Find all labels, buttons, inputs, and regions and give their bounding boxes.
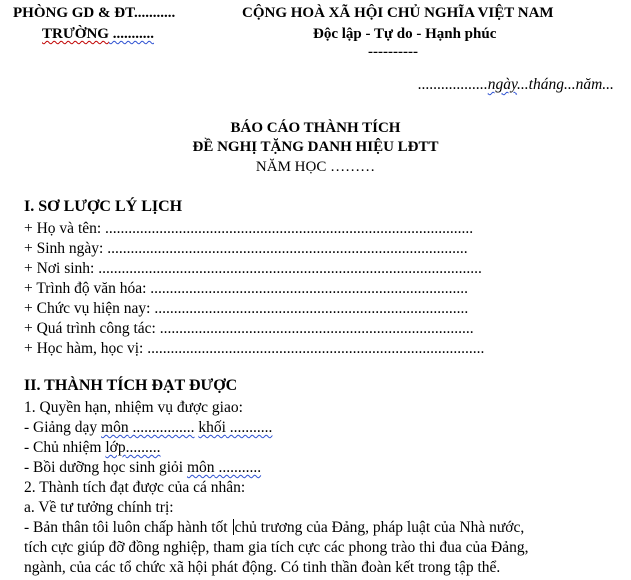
date-day: ngày: [487, 76, 518, 93]
duty-gifted-training: [24, 459, 261, 477]
political-ideology-heading: a. Về tư tưởng chính trị:: [24, 499, 174, 516]
paragraph-line-1[interactable]: [24, 519, 524, 537]
profile-work-history: + Quá trình công tác: .................................................................................: [24, 320, 474, 337]
duties-heading: 1. Quyền hạn, nhiệm vụ được giao:: [24, 399, 243, 416]
paragraph-line-3[interactable]: ngành, của các tổ chức xã hội phát động. Có tinh thần đoàn kết trong tập thể.: [24, 559, 501, 576]
date-prefix: ..................: [418, 76, 488, 93]
duty-teaching-grade-dots: ...........: [225, 419, 273, 436]
duty-gifted-prefix: - Bồi dưỡng học sinh giỏi: [24, 459, 187, 476]
duty-homeroom-class: lớp: [105, 439, 126, 456]
paragraph-line-1a: - Bản thân tôi luôn chấp hành tốt: [24, 519, 232, 536]
report-subtitle: ĐỀ NGHỊ TẶNG DANH HIỆU LĐTT: [192, 139, 439, 155]
duty-teaching-subject-dots: ................: [128, 419, 195, 436]
report-title: BÁO CÁO THÀNH TÍCH: [230, 120, 401, 136]
date-month: ...tháng: [517, 76, 564, 93]
profile-full-name: + Họ và tên: ...............................................................................................: [24, 220, 474, 237]
duty-teaching-grade: khối: [198, 419, 226, 436]
school-year: NĂM HỌC ………: [255, 159, 376, 175]
school-word: TRƯỜNG: [42, 26, 109, 42]
duty-teaching-prefix: - Giảng dạy: [24, 419, 102, 436]
text-cursor: [233, 519, 234, 535]
duty-teaching-subject: môn: [101, 419, 129, 436]
duty-homeroom-prefix: - Chủ nhiệm: [24, 439, 106, 456]
section-1-heading: I. SƠ LƯỢC LÝ LỊCH: [24, 198, 183, 215]
motto-rule: ----------: [368, 44, 418, 60]
motto: Độc lập - Tự do - Hạnh phúc: [313, 26, 497, 42]
paragraph-line-2[interactable]: tích cực giúp đỡ đồng nghiệp, tham gia tích cực các phong trào thi đua của Đảng,: [24, 539, 529, 556]
school-label: [42, 26, 154, 43]
section-2-heading: II. THÀNH TÍCH ĐẠT ĐƯỢC: [24, 377, 238, 394]
achievements-heading: 2. Thành tích đạt được của cá nhân:: [24, 479, 246, 496]
school-dots: ...........: [108, 26, 154, 42]
country-name: CỘNG HOÀ XÃ HỘI CHỦ NGHĨA VIỆT NAM: [242, 5, 554, 21]
date-line: [418, 76, 614, 94]
department-label: PHÒNG GD & ĐT...........: [13, 5, 176, 21]
profile-education: + Trình độ văn hóa: ..................................................................................: [24, 280, 469, 297]
duty-gifted-subject: môn: [187, 459, 215, 476]
paragraph-line-1b: chủ trương của Đảng, pháp luật của Nhà nước,: [234, 519, 525, 536]
duty-homeroom-dots: .........: [125, 439, 161, 456]
profile-degree: + Học hàm, học vị: .......................................................................................: [24, 340, 485, 357]
duty-gifted-dots: ...........: [214, 459, 262, 476]
duty-teaching: [24, 419, 272, 437]
profile-position: + Chức vụ hiện nay: .................................................................................: [24, 300, 469, 317]
date-year: ...năm...: [563, 76, 614, 93]
duty-homeroom: [24, 439, 161, 457]
profile-birth-place: + Nơi sinh: ...................................................................................................: [24, 260, 482, 277]
profile-birth-date: + Sinh ngày: .............................................................................................: [24, 240, 468, 257]
